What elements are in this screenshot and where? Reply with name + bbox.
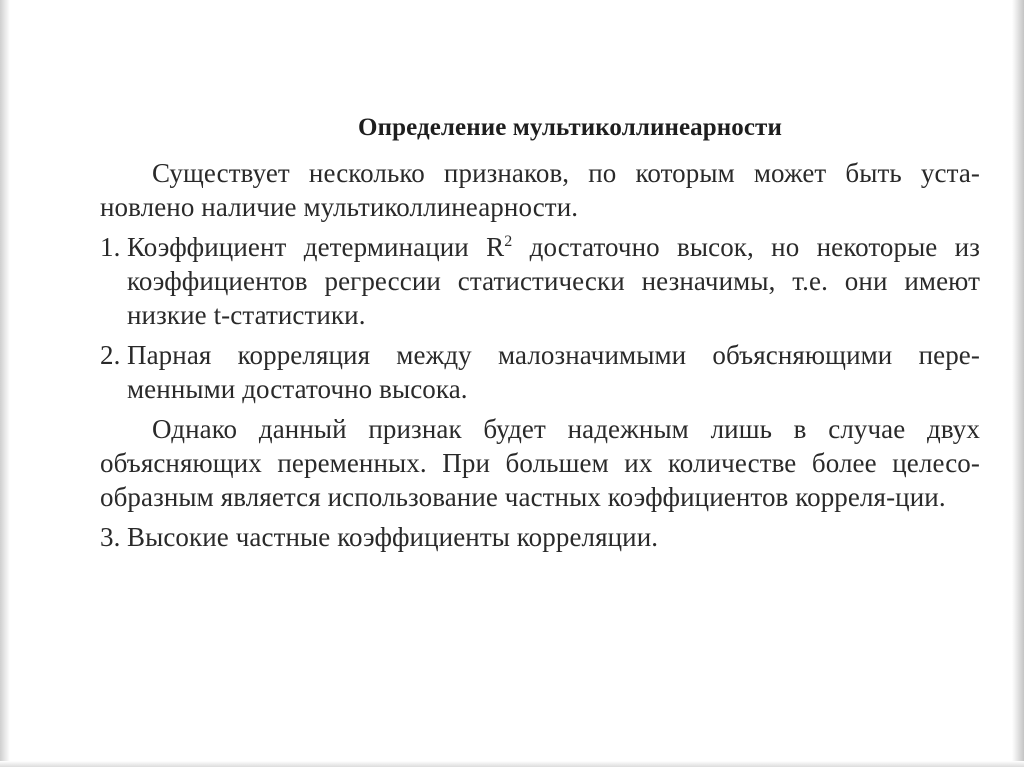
section-title: Определение мультиколлинеарности (358, 114, 782, 141)
r-squared-superscript: 2 (504, 233, 513, 250)
bottom-page-shadow (0, 761, 1024, 767)
list-item-1-text-end: достаточно высок, но некоторые из коэффициентов регрессии статистически незначимы, т.е. они имеют низкие t-статистики. (127, 232, 980, 330)
list-item-3-number: 3. (100, 522, 121, 552)
left-page-shadow (0, 0, 10, 767)
list-item-2-text: Парная корреляция между малозначимыми объясняющими пере-менными достаточно высока. (127, 340, 980, 404)
document-body (100, 112, 980, 560)
intro-paragraph: Существует несколько признаков, по которым может быть уста-новлено наличие мультиколлинеарности. (100, 158, 980, 222)
right-page-shadow (1012, 0, 1024, 767)
list-item-1-text (127, 230, 980, 332)
list-item-1 (100, 230, 980, 332)
list-item-1-number: 1. (100, 232, 121, 262)
list-item-1-text-start: Коэффициент детерминации R (127, 232, 505, 262)
note-paragraph: Однако данный признак будет надежным лишь в случае двух объясняющих переменных. При большем их количестве более целесо-образным является использование частных коэффициентов корреля-ции. (100, 414, 980, 512)
list-item-2 (100, 338, 980, 406)
list-item-2-number: 2. (100, 340, 121, 370)
list-item-3-text: Высокие частные коэффициенты корреляции. (127, 522, 659, 552)
list-item-3 (100, 520, 980, 554)
